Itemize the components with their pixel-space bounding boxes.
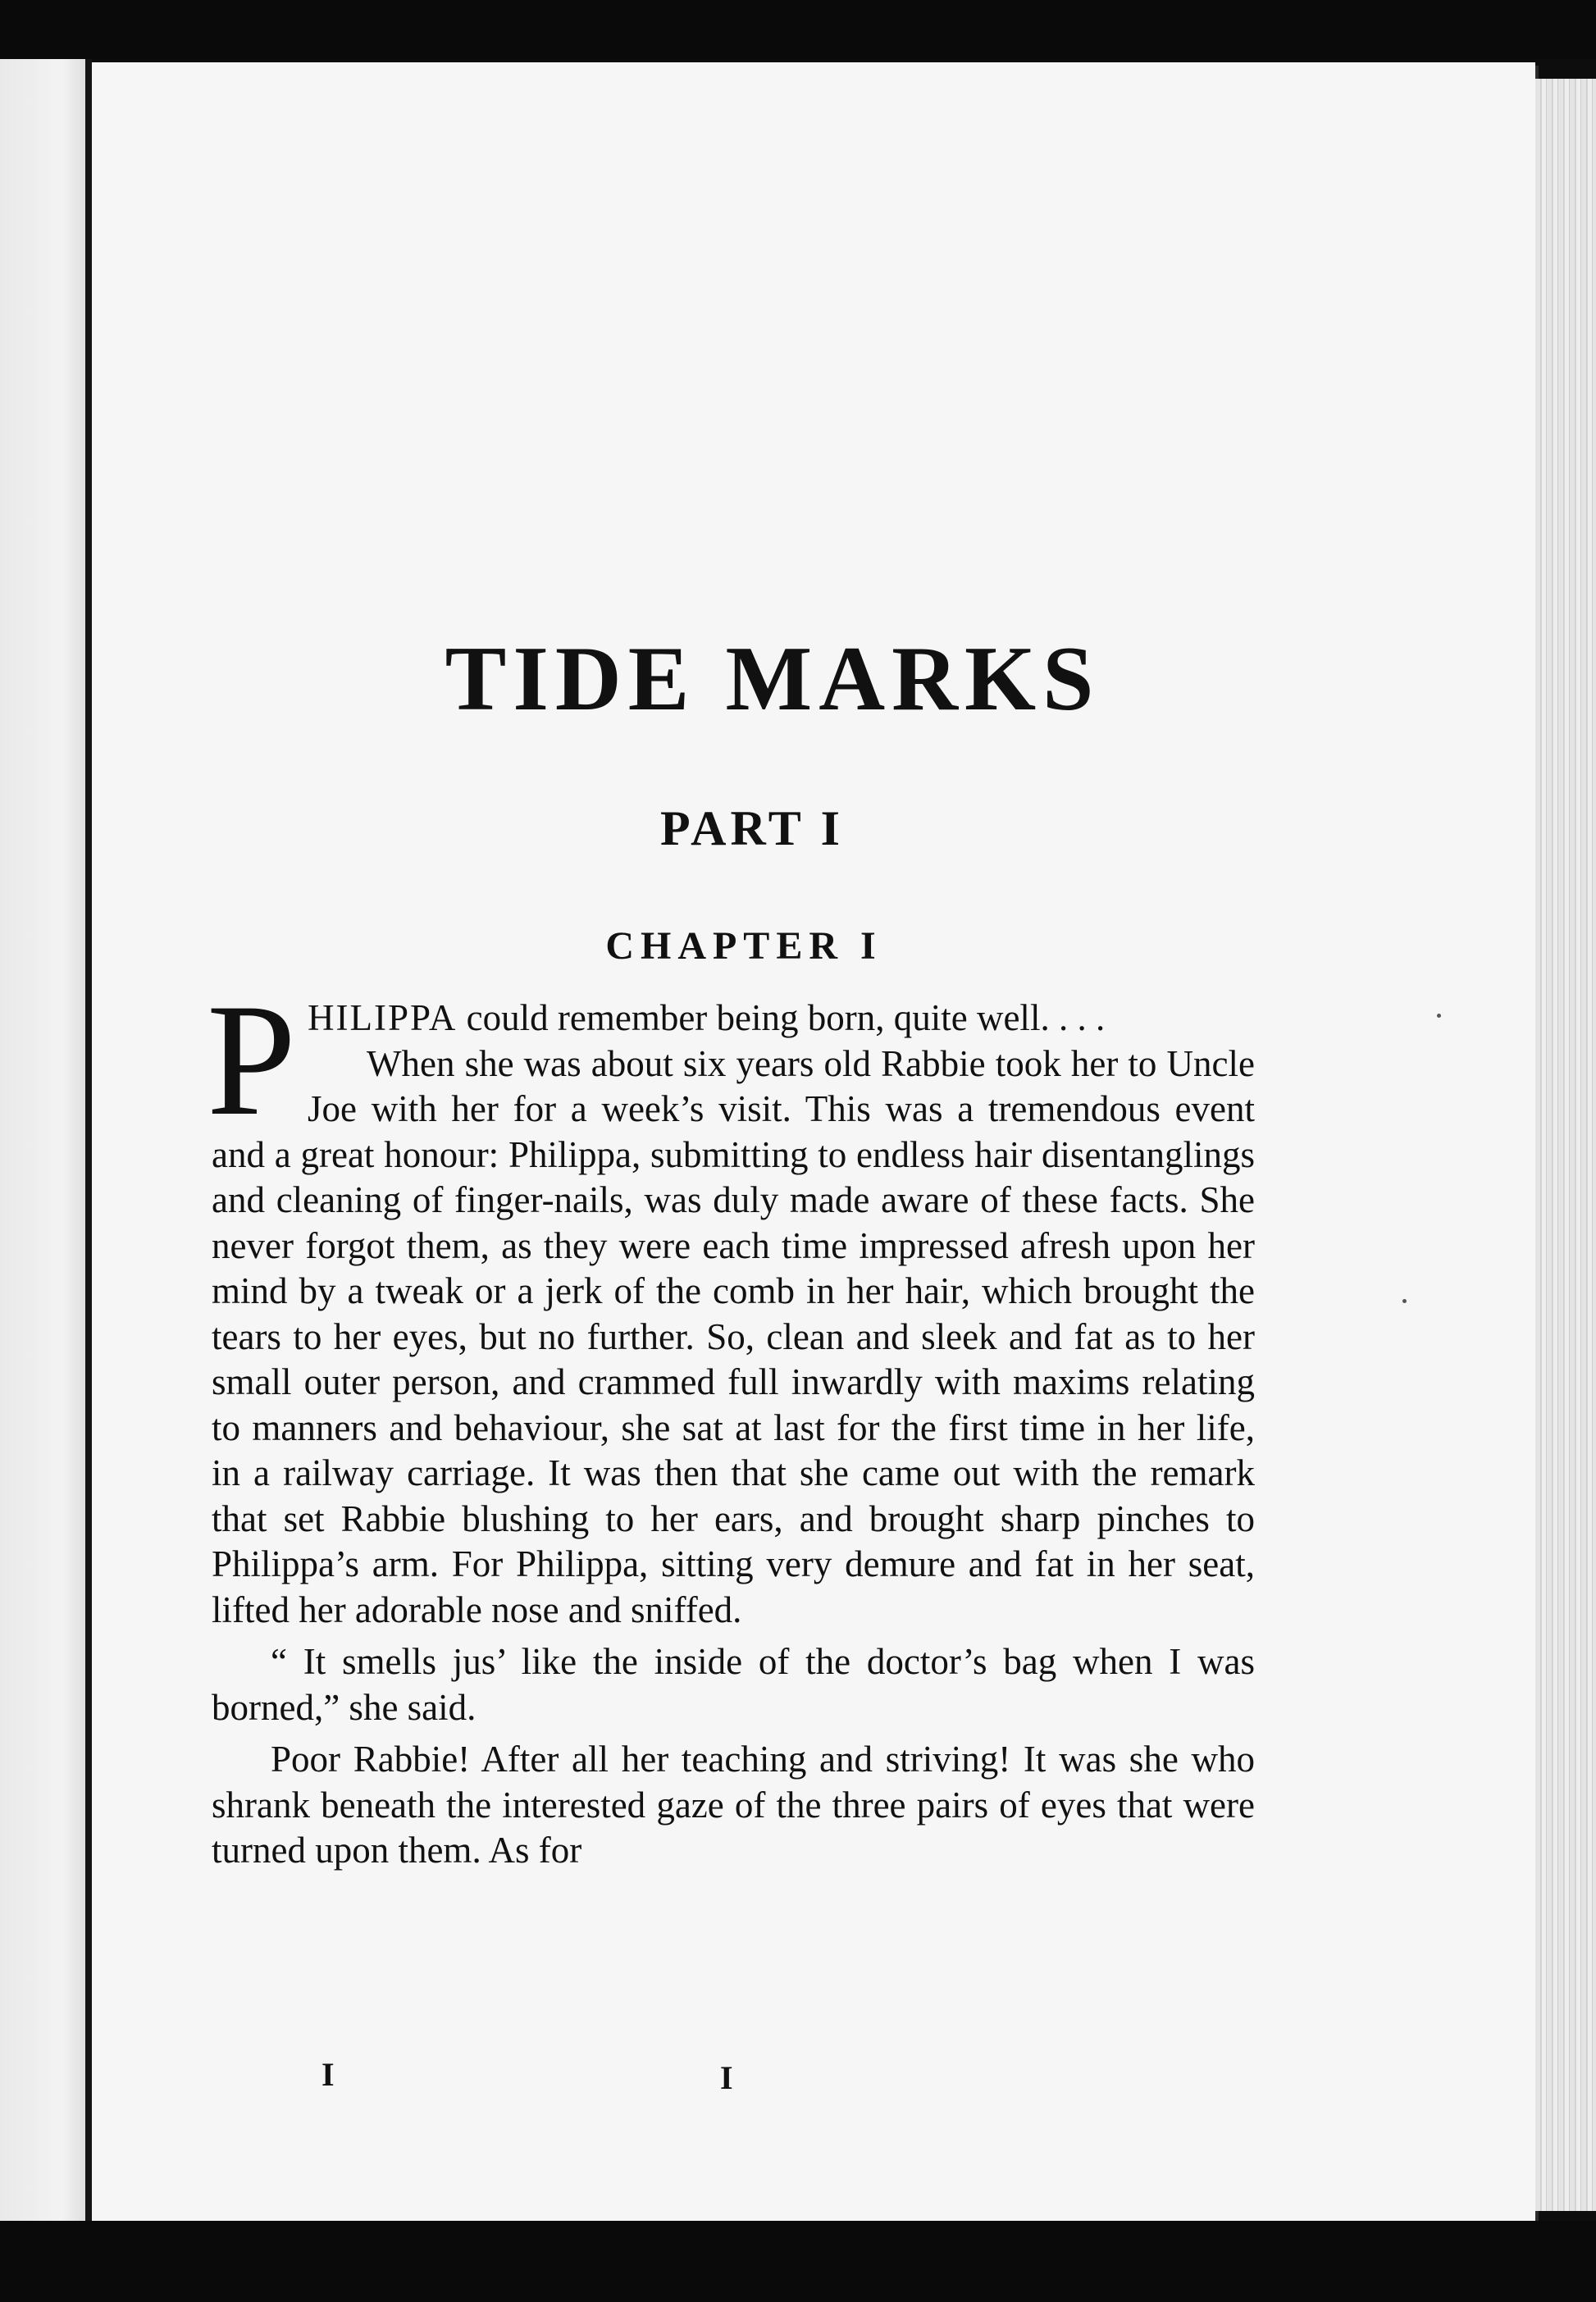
scan-top-border	[0, 0, 1596, 59]
paragraph: Poor Rabbie! After all her teaching and striving! It was she who shrank beneath the interested gaze of the three pairs of eyes that were turned upon them. As for	[212, 1739, 1255, 1871]
facing-page-edge	[0, 59, 89, 2224]
scan-speck	[1437, 1014, 1441, 1018]
paragraph: When she was about six years old Rabbie took her to Uncle Joe with her for a week’s visit. This was a tremendous event and a great honour: Philippa, submitting to endless hair disentanglings and cleaning of finger-nails, was duly made aware of these facts. She never forgot them, as they were each time impressed afresh upon her mind by a tweak or a jerk of the comb in her hair, which brought the tears to her eyes, but no further. So, clean and sleek and fat as to her small outer person, and crammed full inwardly with maxims relating to manners and behaviour, she sat at last for the first time in her life, in a railway carriage. It was then that she came out with the remark that set Rabbie blushing to her ears, and brought sharp pinches to Philippa’s arm. For Philippa, sitting very demure and fat in her seat, lifted her adorable nose and sniffed.	[212, 1042, 1255, 1630]
paragraph: “ It smells jus’ like the inside of the doctor’s bag when I was borned,” she said.	[212, 1641, 1255, 1728]
paragraph-text: could remember being born, quite well. . . .	[457, 997, 1106, 1038]
page-stack-edges	[1535, 79, 1596, 2211]
chapter-body	[207, 971, 1255, 1874]
scan-bottom-border	[0, 2221, 1596, 2302]
signature-mark: I	[321, 2056, 335, 2093]
part-heading: PART I	[659, 801, 845, 855]
book-title: TIDE MARKS	[445, 628, 1101, 730]
gutter-shadow	[85, 59, 92, 2224]
chapter-heading: CHAPTER I	[605, 924, 882, 968]
book-page	[92, 62, 1535, 2221]
opening-caps: HILIPPA	[308, 997, 458, 1038]
scan-speck	[1402, 1299, 1407, 1303]
opening-paragraph	[207, 971, 1255, 1149]
drop-cap-letter: P	[207, 971, 297, 1149]
page-number: I	[720, 2059, 733, 2096]
